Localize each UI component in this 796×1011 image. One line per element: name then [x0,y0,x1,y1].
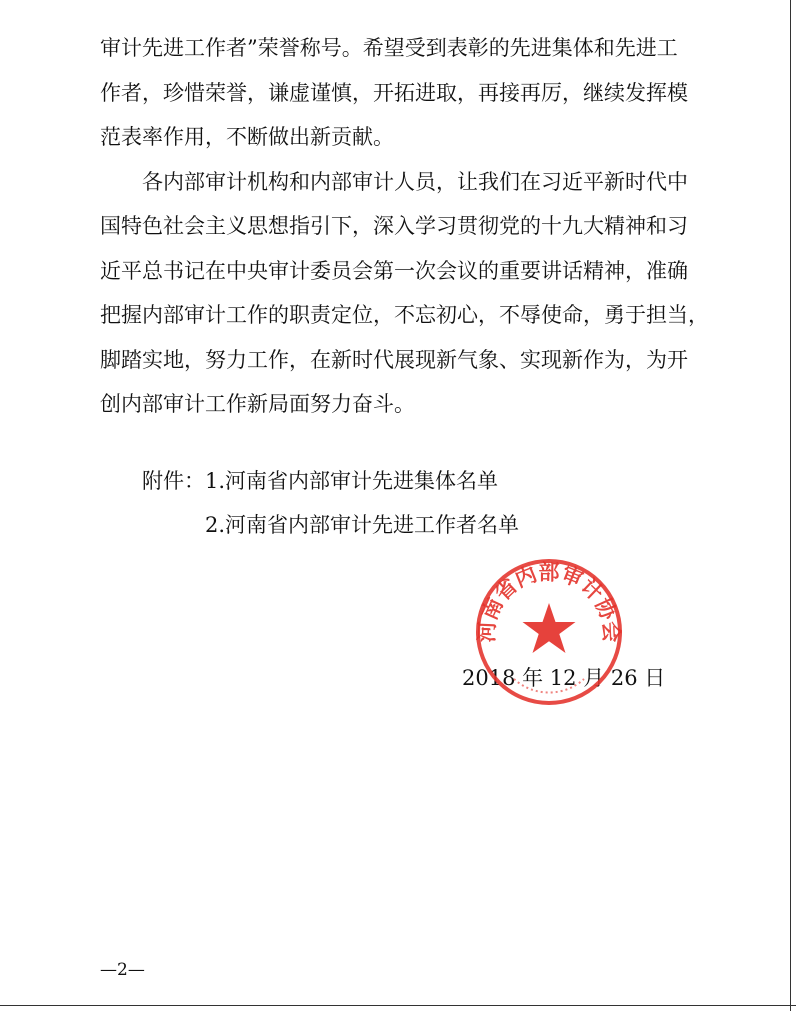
seal-star-icon [523,603,576,653]
paragraph-1-line-3: 范表率作用，不断做出新贡献。 [100,125,394,149]
document-body [100,26,709,548]
paragraph-1-line-1: 审计先进工作者”荣誉称号。希望受到表彰的先进集体和先进工 [100,36,678,60]
page-number: —2— [100,960,145,980]
paragraph-1-line-2: 作者，珍惜荣誉，谦虚谨慎，开拓进取，再接再厉，继续发挥模 [100,80,688,105]
paragraph-2-line-3: 近平总书记在中央审计委员会第一次会议的重要讲话精神，准确 [100,258,688,283]
paragraph-2-line-5: 脚踏实地，努力工作，在新时代展现新气象、实现新作为，为开 [100,347,688,372]
document-date: 2018 年 12 月 26 日 [462,666,666,690]
paragraph-2-line-1: 各内部审计机构和内部审计人员，让我们在习近平新时代中 [142,169,688,194]
paragraph-2-line-4: 把握内部审计工作的职责定位，不忘初心，不辱使命，勇于担当， [100,303,709,327]
paragraph-2-line-6: 创内部审计工作新局面努力奋斗。 [100,392,415,416]
svg-text:河南省内部审计协会: 河南省内部审计协会 [474,560,624,643]
paragraph-2-line-2: 国特色社会主义思想指引下，深入学习贯彻党的十九大精神和习 [100,214,688,238]
attachment-2: 2.河南省内部审计先进工作者名单 [205,513,520,537]
attachment-1: 附件：1.河南省内部审计先进集体名单 [142,468,499,493]
